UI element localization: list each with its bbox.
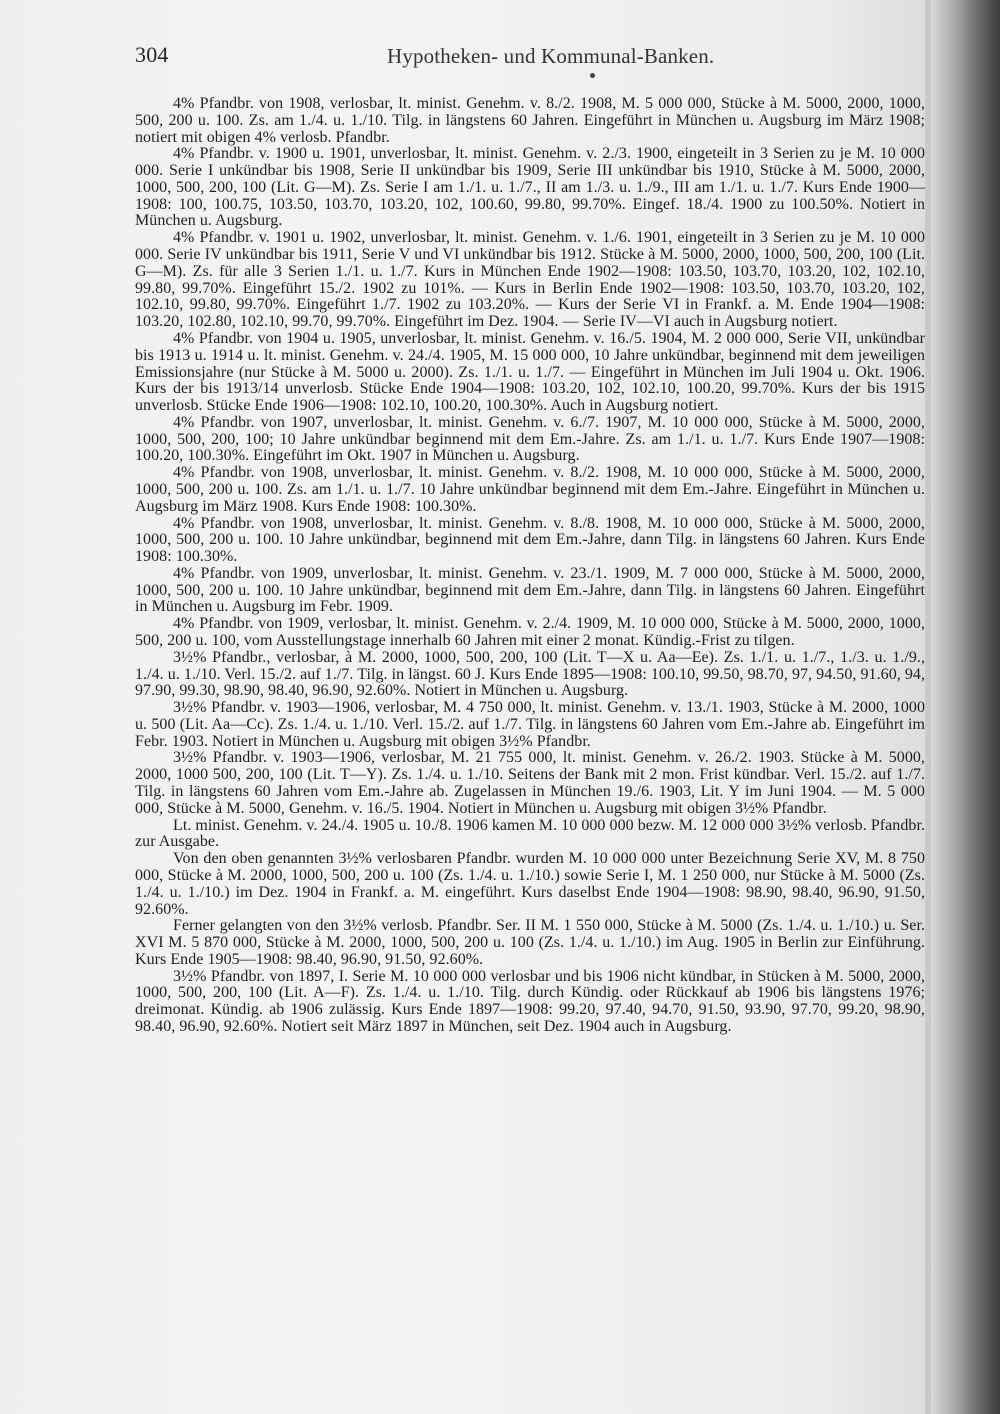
paragraph: 4% Pfandbr. v. 1900 u. 1901, unverlosbar, lt. minist. Genehm. v. 2./3. 1900, eingeteilt in 3 Serien zu je M. 10 000 000. Serie I unkündbar bis 1908, Serie II unkündbar bis 1909, Serie III unkündbar bis 1910, Stücke à M. 5000, 2000, 1000, 500, 200, 100 (Lit. G—M). Zs. Serie I am 1./1. u. 1./7., II am 1./3. u. 1./9., III am 1./1. u. 1./7. Kurs Ende 1900—1908: 100, 100.75, 103.50, 103.70, 103.20, 102, 100.60, 99.80, 99.70%. Eingef. 18./4. 1900 zu 100.50%. Notiert in München u. Augsburg.: [135, 145, 925, 230]
page-number: 304: [135, 42, 169, 67]
page-header: [135, 42, 925, 76]
paragraph: 4% Pfandbr. von 1908, unverlosbar, lt. minist. Genehm. v. 8./2. 1908, M. 10 000 000, Stücke à M. 5000, 2000, 1000, 500, 200 u. 100. Zs. am 1./1. u. 1./7. 10 Jahre unkündbar beginnend mit dem Em.-Jahre. Eingeführt in München u. Augsburg im März 1908. Kurs Ende 1908: 100.30%.: [135, 464, 925, 515]
paragraph: 4% Pfandbr. von 1904 u. 1905, unverlosbar, lt. minist. Genehm. v. 16./5. 1904, M. 2 000 000, Serie VII, unkündbar bis 1913 u. 1914 u. lt. minist. Genehm. v. 24./4. 1905, M. 15 000 000, 10 Jahre unkündbar, beginnend mit dem jeweiligen Emissionsjahre (nur Stücke à M. 5000 u. 2000). Zs. 1./1. u. 1./7. — Eingeführt in München im Juli 1904 u. Okt. 1906. Kurs der bis 1913/14 unverlosb. Stücke Ende 1904—1908: 103.20, 102, 102.10, 100.20, 99.70%. Kurs der bis 1915 unverlosb. Stücke Ende 1906—1908: 102.10, 100.20, 100.30%. Auch in Augsburg notiert.: [135, 329, 925, 415]
paragraph: 3½% Pfandbr. von 1897, I. Serie M. 10 000 000 verlosbar und bis 1906 nicht kündbar, in Stücken à M. 5000, 2000, 1000, 500, 200, 100 (Lit. A—F). Zs. 1./4. u. 1./10. Tilg. durch Kündig. oder Rückkauf ab 1906 bis längstens 1976; dreimonat. Kündig. ab 1906 zulässig. Kurs Ende 1897—1908: 99.20, 97.40, 94.70, 91.50, 93.90, 97.70, 99.20, 98.90, 98.40, 96.90, 92.60%. Notiert seit März 1897 in München, seit Dez. 1904 auch in Augsburg.: [135, 967, 925, 1035]
paragraph: 4% Pfandbr. von 1909, verlosbar, lt. minist. Genehm. v. 2./4. 1909, M. 10 000 000, Stücke à M. 5000, 2000, 1000, 500, 200 u. 100, vom Ausstellungstage innerhalb 60 Jahren mit einer 2 monat. Kündig.-Frist zu tilgen.: [135, 615, 925, 649]
paragraph: 3½% Pfandbr. v. 1903—1906, verlosbar, M. 4 750 000, lt. minist. Genehm. v. 13./1. 1903, Stücke à M. 2000, 1000 u. 500 (Lit. Aa—Cc). Zs. 1./4. u. 1./10. Verl. 15./2. auf 1./7. Tilg. in längstens 60 Jahren vom Em.-Jahre ab. Eingeführt im Febr. 1903. Notiert in München u. Augsburg mit obigen 3½% Pfandbr.: [135, 699, 925, 750]
paragraph: Lt. minist. Genehm. v. 24./4. 1905 u. 10./8. 1906 kamen M. 10 000 000 bezw. M. 12 000 000 3½% verlosb. Pfandbr. zur Ausgabe.: [135, 816, 925, 851]
paragraph: 4% Pfandbr. von 1909, unverlosbar, lt. minist. Genehm. v. 23./1. 1909, M. 7 000 000, Stücke à M. 5000, 2000, 1000, 500, 200 u. 100. 10 Jahre unkündbar, beginnend mit dem Em.-Jahre, dann Tilg. in längstens 60 Jahren. Eingeführt in München u. Augsburg im Febr. 1909.: [135, 564, 925, 616]
paragraph: 3½% Pfandbr. v. 1903—1906, verlosbar, M. 21 755 000, lt. minist. Genehm. v. 26./2. 1903. Stücke à M. 5000, 2000, 1000 500, 200, 100 (Lit. T—Y). Zs. 1./4. u. 1./10. Seitens der Bank mit 2 mon. Frist kündbar. Verl. 15./2. auf 1./7. Tilg. in längstens 60 Jahren vom Em.-Jahre ab. Zugelassen in München 19./6. 1903, Lit. Y im Juni 1904. — M. 5 000 000, Stücke à M. 5000, Genehm. v. 16./5. 1904. Notiert in München u. Augsburg mit obigen 3½% Pfandbr.: [135, 749, 925, 817]
paragraph: Von den oben genannten 3½% verlosbaren Pfandbr. wurden M. 10 000 000 unter Bezeichnung Serie XV, M. 8 750 000, Stücke à M. 2000, 1000, 500, 200 u. 100 (Zs. 1./4. u. 1./10.) sowie Serie I, M. 1 250 000, nur Stücke à M. 5000 (Zs. 1./4. u. 1./10.) im Dez. 1904 in Frankf. a. M. eingeführt. Kurs daselbst Ende 1904—1908: 98.90, 98.40, 96.90, 91.50, 92.60%.: [135, 850, 925, 918]
paragraph: 4% Pfandbr. von 1907, unverlosbar, lt. minist. Genehm. v. 6./7. 1907, M. 10 000 000, Stücke à M. 5000, 2000, 1000, 500, 200, 100; 10 Jahre unkündbar beginnend mit dem Em.-Jahre. Zs. am 1./1. u. 1./7. Kurs Ende 1907—1908: 100.20, 100.30%. Eingeführt im Okt. 1907 in München u. Augsburg.: [135, 413, 925, 465]
running-title: Hypotheken- und Kommunal-Banken.: [387, 44, 715, 68]
document-body: [135, 96, 925, 1036]
paragraph: 3½% Pfandbr., verlosbar, à M. 2000, 1000, 500, 200, 100 (Lit. T—X u. Aa—Ee). Zs. 1./1. u. 1./7., 1./3. u. 1./9., 1./4. u. 1./10. Verl. 15./2. auf 1./7. Tilg. in längst. 60 J. Kurs Ende 1895—1908: 100.10, 99.50, 98.70, 97, 94.50, 91.60, 94, 97.90, 99.30, 98.90, 98.40, 96.90, 92.60%. Notiert in München u. Augsburg.: [135, 648, 926, 700]
paragraph: Ferner gelangten von den 3½% verlosb. Pfandbr. Ser. II M. 1 550 000, Stücke à M. 5000 (Zs. 1./4. u. 1./10.) u. Ser. XVI M. 5 870 000, Stücke à M. 2000, 1000, 500, 200 u. 100 (Zs. 1./4. u. 1./10.) im Aug. 1905 in Berlin zur Einführung. Kurs Ende 1905—1908: 98.40, 96.90, 91.50, 92.60%.: [135, 917, 925, 968]
paragraph: 4% Pfandbr. v. 1901 u. 1902, unverlosbar, lt. minist. Genehm. v. 1./6. 1901, eingeteilt in 3 Serien zu je M. 10 000 000. Serie IV unkündbar bis 1911, Serie V und VI unkündbar bis 1912. Stücke à M. 5000, 2000, 1000, 500, 200, 100 (Lit. G—M). Zs. für alle 3 Serien 1./1. u. 1./7. Kurs in München Ende 1902—1908: 103.50, 103.70, 103.20, 102, 102.10, 99.80, 99.70%. Eingeführt 15./2. 1902 zu 101%. — Kurs in Berlin Ende 1902—1908: 103.50, 103.70, 103.20, 102, 102.10, 99.80, 99.70%. Eingeführt 1./7. 1902 zu 103.20%. — Kurs der Serie VI in Frankf. a. M. Ende 1904—1908: 103.20, 102.80, 102.10, 99.70, 99.70%. Eingeführt im Dez. 1904. — Serie IV—VI auch in Augsburg notiert.: [135, 229, 925, 331]
print-mark-icon: [590, 73, 595, 78]
paragraph: 4% Pfandbr. von 1908, unverlosbar, lt. minist. Genehm. v. 8./8. 1908, M. 10 000 000, Stücke à M. 5000, 2000, 1000, 500, 200 u. 100. 10 Jahre unkündbar, beginnend mit dem Em.-Jahre, dann Tilg. in längstens 60 Jahren. Kurs Ende 1908: 100.30%.: [135, 514, 925, 566]
page-edge-shadow: [930, 0, 1000, 1414]
paragraph: 4% Pfandbr. von 1908, verlosbar, lt. minist. Genehm. v. 8./2. 1908, M. 5 000 000, Stücke à M. 5000, 2000, 1000, 500, 200 u. 100. Zs. am 1./4. u. 1./10. Tilg. in längstens 60 Jahren. Eingeführt in München u. Augsburg im März 1908; notiert mit obigen 4% verlosb. Pfandbr.: [135, 95, 925, 146]
